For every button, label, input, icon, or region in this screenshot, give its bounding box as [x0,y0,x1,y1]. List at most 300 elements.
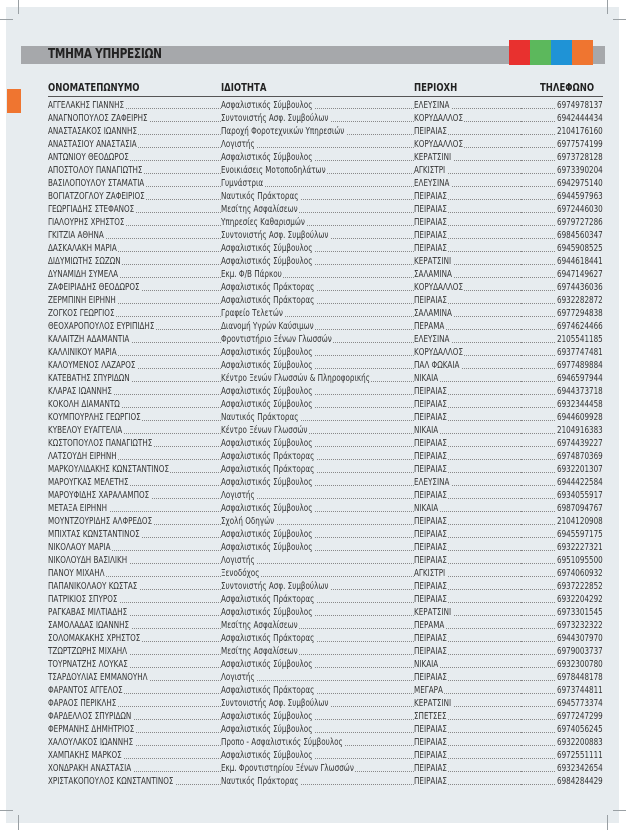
name-cell [48,593,221,606]
profession-text: Ασφαλιστικός Σύμβουλος [221,659,313,670]
phone-text[interactable]: 6932204292 [557,594,603,605]
area-text: ΠΕΡΑΜΑ [414,321,445,332]
name-cell [48,697,221,710]
directory-row [48,606,603,619]
area-cell [414,281,521,294]
area-cell [414,372,521,385]
directory-row [48,697,603,710]
phone-text[interactable]: 6979727286 [557,217,603,228]
phone-text[interactable]: 6944373718 [557,386,603,397]
name-cell [48,307,221,320]
directory-row [48,242,603,255]
name-cell [48,242,221,255]
phone-text[interactable]: 6944609928 [557,412,603,423]
name-cell [48,424,221,437]
directory-row [48,528,603,541]
phone-cell [521,411,603,424]
phone-text[interactable]: 2104916383 [557,425,603,436]
area-text: ΠΕΙΡΑΙΑΣ [414,399,447,410]
profession-text: Ασφαλιστικός Σύμβουλος [221,477,313,488]
directory-row [48,632,603,645]
name-text: ΑΝΑΓΝΟΠΟΥΛΟΣ ΖΑΦΕΙΡΗΣ [48,113,148,124]
phone-text[interactable]: 6942444434 [557,113,603,124]
area-text: ΠΕΙΡΑΙΑΣ [414,243,447,254]
profession-text: Μεσίτης Ασφαλίσεων [221,620,298,631]
name-text: ΠΑΠΑΝΙΚΟΛΑΟΥ ΚΩΣΤΑΣ [48,581,138,592]
name-text: ΚΥΒΕΛΟΥ ΕΥΑΓΓΕΛΙΑ [48,425,123,436]
profession-cell [221,125,414,138]
phone-cell [521,164,603,177]
profession-text: Προπο - Ασφαλιστικός Σύμβουλος [221,737,343,748]
area-cell [414,710,521,723]
phone-text[interactable]: 6945908525 [557,243,603,254]
phone-cell [521,593,603,606]
name-cell [48,398,221,411]
area-cell [414,658,521,671]
column-header-phone: ΤΗΛΕΦΩΝΟ [540,82,595,94]
phone-text[interactable]: 6974439227 [557,438,603,449]
profession-text: Μεσίτης Ασφαλίσεων [221,646,298,657]
crop-mark [0,810,13,811]
phone-cell [521,346,603,359]
directory-row [48,554,603,567]
phone-text[interactable]: 6946597944 [557,373,603,384]
directory-row [48,372,603,385]
profession-cell [221,671,414,684]
name-cell [48,320,221,333]
table-header [48,81,603,97]
name-text: ΦΕΡΜΑΝΗΣ ΔΗΜΗΤΡΙΟΣ [48,724,135,735]
directory-row [48,593,603,606]
phone-text[interactable]: 6945597175 [557,529,603,540]
name-cell [48,151,221,164]
name-cell [48,489,221,502]
area-text: ΝΙΚΑΙΑ [414,373,439,384]
profession-text: Ασφαλιστικός Πράκτορας [221,282,315,293]
phone-text[interactable]: 6987094767 [557,503,603,514]
phone-cell [521,645,603,658]
area-cell [414,125,521,138]
phone-cell [521,671,603,684]
directory-list [48,99,603,788]
phone-text[interactable]: 6973744811 [557,685,603,696]
phone-text[interactable]: 2104120908 [557,516,603,527]
name-text: ΒΟΓΙΑΤΖΟΓΛΟΥ ΖΑΦΕΙΡΙΟΣ [48,191,145,202]
phone-text[interactable]: 6978448178 [557,672,603,683]
profession-text: Λογιστής [221,555,255,566]
phone-cell [521,528,603,541]
name-cell [48,411,221,424]
name-text: ΒΑΣΙΛΟΠΟΥΛΟΥ ΣΤΑΜΑΤΙΑ [48,178,145,189]
name-cell [48,515,221,528]
phone-cell [521,307,603,320]
phone-text[interactable]: 6984284429 [557,776,603,787]
name-text: ΚΑΛΛΙΝΙΚΟΥ ΜΑΡΙΑ [48,347,117,358]
name-text: ΝΙΚΟΛΟΥΔΗ ΒΑΣΙΛΙΚΗ [48,555,128,566]
name-text: ΓΚΙΤΖΙΑ ΑΘΗΝΑ [48,230,104,241]
name-text: ΚΛΑΡΑΣ ΙΩΑΝΝΗΣ [48,386,112,397]
area-cell [414,697,521,710]
area-text: ΠΕΙΡΑΙΑΣ [414,724,447,735]
directory-row [48,281,603,294]
area-text: ΠΑΛ ΦΩΚΑΙΑ [414,360,460,371]
phone-text[interactable]: 6932282872 [557,295,603,306]
name-cell [48,99,221,112]
phone-text[interactable]: 6932227321 [557,542,603,553]
profession-cell [221,528,414,541]
phone-cell [521,385,603,398]
name-cell [48,658,221,671]
name-cell [48,450,221,463]
directory-row [48,450,603,463]
directory-row [48,320,603,333]
phone-text[interactable]: 6979003737 [557,646,603,657]
area-cell [414,502,521,515]
area-text: ΠΕΙΡΑΙΑΣ [414,646,447,657]
name-cell [48,671,221,684]
profession-text: Ασφαλιστικός Σύμβουλος [221,750,313,761]
phone-text[interactable]: 6942975140 [557,178,603,189]
name-cell [48,762,221,775]
directory-row [48,294,603,307]
phone-text[interactable]: 6932342654 [557,763,603,774]
name-text: ΑΝΑΣΤΑΣΑΚΟΣ ΙΩΑΝΝΗΣ [48,126,137,137]
area-text: ΠΕΙΡΑΙΑΣ [414,204,447,215]
name-text: ΜΟΥΝΤΖΟΥΡΙΔΗΣ ΑΛΦΡΕΔΟΣ [48,516,153,527]
phone-text[interactable]: 6972446030 [557,204,603,215]
name-cell [48,359,221,372]
name-text: ΧΑΛΟΥΛΑΚΟΣ ΙΩΑΝΝΗΣ [48,737,134,748]
phone-cell [521,580,603,593]
area-cell [414,723,521,736]
directory-row [48,684,603,697]
profession-text: Ξενοδόχος [221,568,260,579]
profession-cell [221,619,414,632]
phone-cell [521,606,603,619]
phone-cell [521,333,603,346]
area-text: ΚΟΡΥΔΑΛΛΟΣ [414,282,463,293]
phone-cell [521,216,603,229]
phone-cell [521,684,603,697]
column-header-name: ΟΝΟΜΑΤΕΠΩΝΥΜΟ [48,82,140,94]
area-cell [414,619,521,632]
profession-cell [221,346,414,359]
area-cell [414,190,521,203]
area-cell [414,593,521,606]
area-text: ΚΟΡΥΔΑΛΛΟΣ [414,113,463,124]
phone-cell [521,749,603,762]
profession-text: Συντονιστής Ασφ. Συμβούλων [221,581,329,592]
name-cell [48,268,221,281]
directory-row [48,541,603,554]
name-text: ΔΥΝΑΜΙΔΗ ΣΥΜΕΛΑ [48,269,119,280]
accent-square-green [530,40,551,65]
profession-cell [221,723,414,736]
phone-cell [521,190,603,203]
phone-text[interactable]: 6934055917 [557,490,603,501]
phone-text[interactable]: 6944422584 [557,477,603,488]
area-text: ΠΕΙΡΑΙΑΣ [414,230,447,241]
phone-text[interactable]: 6932200883 [557,737,603,748]
phone-cell [521,125,603,138]
profession-text: Ασφαλιστικός Πράκτορας [221,464,315,475]
name-text: ΘΕΟΧΑΡΟΠΟΥΛΟΣ ΕΥΡΙΠΙΔΗΣ [48,321,155,332]
crop-mark [613,810,626,811]
area-cell [414,684,521,697]
directory-row [48,762,603,775]
profession-text: Συντονιστής Ασφ. Συμβούλων [221,113,329,124]
area-cell [414,554,521,567]
area-cell [414,411,521,424]
area-text: ΠΕΙΡΑΙΑΣ [414,763,447,774]
name-text: ΓΙΑΛΟΥΡΗΣ ΧΡΗΣΤΟΣ [48,217,125,228]
area-cell [414,385,521,398]
profession-text: Ασφαλιστικός Σύμβουλος [221,529,313,540]
profession-cell [221,112,414,125]
profession-cell [221,190,414,203]
area-text: ΚΕΡΑΤΣΙΝΙ [414,698,452,709]
name-text: ΜΑΡΚΟΥΛΙΔΑΚΗΣ ΚΩΝΣΤΑΝΤΙΝΟΣ [48,464,169,475]
directory-row [48,411,603,424]
phone-text[interactable]: 6973728128 [557,152,603,163]
area-text: ΕΛΕΥΣΙΝΑ [414,178,450,189]
name-text: ΚΩΣΤΟΠΟΥΛΟΣ ΠΑΝΑΓΙΩΤΗΣ [48,438,153,449]
directory-row [48,164,603,177]
phone-text[interactable]: 6947149627 [557,269,603,280]
directory-row [48,580,603,593]
profession-cell [221,307,414,320]
directory-row [48,775,603,788]
phone-text[interactable]: 6974978137 [557,100,603,111]
area-cell [414,476,521,489]
area-text: ΠΕΙΡΑΙΑΣ [414,555,447,566]
name-cell [48,164,221,177]
phone-cell [521,359,603,372]
phone-cell [521,658,603,671]
area-text: ΝΙΚΑΙΑ [414,425,439,436]
area-text: ΠΕΙΡΑΙΑΣ [414,542,447,553]
phone-cell [521,463,603,476]
area-cell [414,580,521,593]
profession-text: Ασφαλιστικός Σύμβουλος [221,503,313,514]
area-cell [414,346,521,359]
profession-text: Εκμ. Φ/Β Πάρκου [221,269,282,280]
area-cell [414,515,521,528]
phone-cell [521,762,603,775]
name-text: ΤΣΑΡΔΟΥΛΙΑΣ ΕΜΜΑΝΟΥΗΛ [48,672,148,683]
phone-cell [521,437,603,450]
name-cell [48,645,221,658]
directory-row [48,125,603,138]
phone-text[interactable]: 6974436036 [557,282,603,293]
profession-text: Συντονιστής Ασφ. Συμβούλων [221,698,329,709]
area-text: ΠΕΙΡΑΙΑΣ [414,438,447,449]
profession-cell [221,294,414,307]
profession-text: Ασφαλιστικός Σύμβουλος [221,243,313,254]
name-cell [48,502,221,515]
area-cell [414,320,521,333]
area-cell [414,333,521,346]
area-cell [414,541,521,554]
profession-cell [221,229,414,242]
phone-text[interactable]: 6944618441 [557,256,603,267]
phone-cell [521,697,603,710]
area-cell [414,138,521,151]
name-text: ΤΟΥΡΝΑΤΖΗΣ ΛΟΥΚΑΣ [48,659,128,670]
area-text: ΜΕΓΑΡΑ [414,685,443,696]
profession-cell [221,203,414,216]
area-text: ΚΕΡΑΤΣΙΝΙ [414,256,452,267]
phone-text[interactable]: 6944597963 [557,191,603,202]
profession-text: Ασφαλιστικός Σύμβουλος [221,152,313,163]
directory-row [48,138,603,151]
phone-text[interactable]: 6977294838 [557,308,603,319]
profession-text: Ασφαλιστικός Πράκτορας [221,451,315,462]
profession-cell [221,320,414,333]
area-text: ΚΟΡΥΔΑΛΛΟΣ [414,139,463,150]
name-text: ΤΖΩΡΤΖΩΡΗΣ ΜΙΧΑΗΛ [48,646,128,657]
phone-text[interactable]: 2105541185 [557,334,603,345]
area-text: ΠΕΙΡΑΙΑΣ [414,386,447,397]
name-text: ΜΑΡΟΥΓΚΑΣ ΜΕΛΕΤΗΣ [48,477,129,488]
profession-cell [221,684,414,697]
profession-cell [221,99,414,112]
profession-cell [221,658,414,671]
accent-square-blue [551,40,572,65]
phone-cell [521,736,603,749]
phone-text[interactable]: 6944307970 [557,633,603,644]
name-text: ΧΡΙΣΤΑΚΟΠΟΥΛΟΣ ΚΩΝΣΤΑΝΤΙΝΟΣ [48,776,174,787]
name-cell [48,203,221,216]
area-text: ΠΕΙΡΑΙΑΣ [414,633,447,644]
area-cell [414,164,521,177]
phone-text[interactable]: 6945773374 [557,698,603,709]
area-cell [414,489,521,502]
phone-text[interactable]: 6937747481 [557,347,603,358]
directory-row [48,385,603,398]
phone-cell [521,294,603,307]
area-text: ΠΕΙΡΑΙΑΣ [414,490,447,501]
phone-text[interactable]: 6973301545 [557,607,603,618]
area-text: ΕΛΕΥΣΙΝΑ [414,100,450,111]
area-cell [414,359,521,372]
directory-row [48,203,603,216]
name-text: ΚΟΥΜΠΟΥΡΛΗΣ ΓΕΩΡΓΙΟΣ [48,412,141,423]
profession-text: Λογιστής [221,490,255,501]
area-text: ΠΕΙΡΑΙΑΣ [414,516,447,527]
area-cell [414,216,521,229]
area-cell [414,437,521,450]
area-cell [414,762,521,775]
name-cell [48,255,221,268]
area-cell [414,398,521,411]
profession-cell [221,138,414,151]
phone-text[interactable]: 6973232322 [557,620,603,631]
phone-text[interactable]: 6937222852 [557,581,603,592]
area-text: ΝΙΚΑΙΑ [414,503,439,514]
phone-cell [521,710,603,723]
phone-cell [521,619,603,632]
phone-text[interactable]: 6977574199 [557,139,603,150]
area-cell [414,307,521,320]
name-text: ΚΑΤΕΒΑΤΗΣ ΣΠΥΡΙΔΩΝ [48,373,130,384]
directory-row [48,723,603,736]
name-text: ΚΑΛΟΥΜΕΝΟΣ ΛΑΖΑΡΟΣ [48,360,136,371]
area-text: ΠΕΙΡΑΙΑΣ [414,126,447,137]
directory-row [48,255,603,268]
crop-mark [0,19,13,20]
profession-cell [221,164,414,177]
name-text: ΔΙΔΥΜΙΩΤΗΣ ΣΩΖΩΝ [48,256,121,267]
profession-cell [221,710,414,723]
directory-row [48,190,603,203]
area-cell [414,229,521,242]
phone-text[interactable]: 6977247299 [557,711,603,722]
phone-text[interactable]: 6932344458 [557,399,603,410]
phone-cell [521,177,603,190]
phone-cell [521,151,603,164]
name-text: ΑΓΓΕΛΑΚΗΣ ΓΙΑΝΝΗΣ [48,100,125,111]
name-cell [48,112,221,125]
phone-cell [521,99,603,112]
area-cell [414,424,521,437]
area-cell [414,294,521,307]
phone-text[interactable]: 6932300780 [557,659,603,670]
directory-row [48,333,603,346]
accent-square-red [509,40,530,65]
profession-cell [221,398,414,411]
directory-row [48,424,603,437]
phone-text[interactable]: 6972551111 [557,750,603,761]
phone-text[interactable]: 6932201307 [557,464,603,475]
name-cell [48,177,221,190]
area-cell [414,151,521,164]
directory-row [48,502,603,515]
directory-row [48,658,603,671]
name-text: ΚΟΚΟΛΗ ΔΙΑΜΑΝΤΩ [48,399,120,410]
phone-text[interactable]: 6974624466 [557,321,603,332]
name-text: ΖΟΓΚΟΣ ΓΕΩΡΓΙΟΣ [48,308,115,319]
profession-text: Ασφαλιστικός Πράκτορας [221,295,315,306]
phone-text[interactable]: 6951095500 [557,555,603,566]
phone-cell [521,775,603,788]
phone-text[interactable]: 6974870369 [557,451,603,462]
name-cell [48,710,221,723]
phone-cell [521,320,603,333]
phone-cell [521,567,603,580]
phone-cell [521,268,603,281]
profession-cell [221,372,414,385]
phone-cell [521,281,603,294]
directory-row [48,177,603,190]
area-text: ΑΓΚΙΣΤΡΙ [414,568,446,579]
area-cell [414,112,521,125]
phone-text[interactable]: 2104176160 [557,126,603,137]
name-cell [48,138,221,151]
phone-text[interactable]: 6977489884 [557,360,603,371]
directory-row [48,710,603,723]
area-cell [414,242,521,255]
phone-text[interactable]: 6984560347 [557,230,603,241]
directory-row [48,346,603,359]
name-cell [48,372,221,385]
profession-text: Εκμ. Φροντιστηρίου Ξένων Γλωσσών [221,763,354,774]
name-text: ΣΑΜΟΛΑΔΑΣ ΙΩΑΝΝΗΣ [48,620,130,631]
phone-text[interactable]: 6974060932 [557,568,603,579]
crop-mark [607,815,608,830]
phone-text[interactable]: 6974056245 [557,724,603,735]
phone-text[interactable]: 6973390204 [557,165,603,176]
